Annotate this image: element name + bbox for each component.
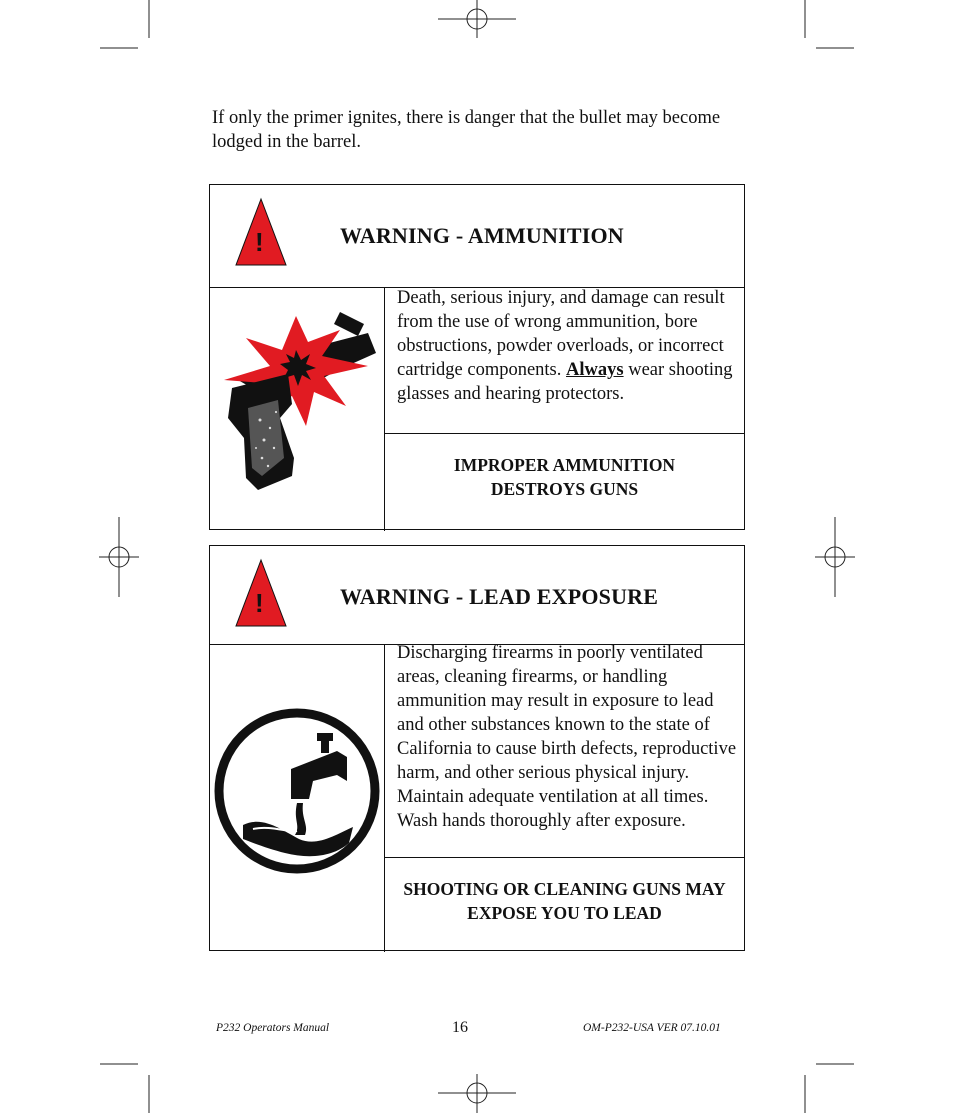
- warning-description-text-end: wear shooting glasses and hearing protectors.: [397, 360, 733, 404]
- footer-version: OM-P232-USA VER 07.10.01: [583, 1022, 721, 1034]
- intro-paragraph: If only the primer ignites, there is danger that the bullet may become lodged in the barrel.: [212, 108, 721, 152]
- warning-header: [210, 185, 744, 288]
- warning-description-text: Death, serious injury, and damage can result from the use of wrong ammunition, bore obstructions, powder overloads, or incorrect cartridge components.: [397, 288, 725, 380]
- warning-box-lead-exposure: [209, 545, 745, 951]
- wash-hands-icon: [213, 707, 381, 875]
- warning-description: Discharging firearms in poorly ventilated areas, cleaning firearms, or handling ammunition may result in exposure to lead and other substances known to the state of California to cause birth defects, reproductive harm, and other serious physical injury. Maintain adequate ventilation at all times. Wash hands thoroughly after exposure.: [397, 643, 737, 831]
- warning-box-ammunition: [209, 184, 745, 530]
- warning-description: [397, 286, 740, 406]
- warning-header: [210, 546, 744, 645]
- warning-caption: SHOOTING OR CLEANING GUNS MAY EXPOSE YOU TO LEAD: [403, 879, 726, 923]
- divider: [385, 433, 744, 434]
- warning-exclamation: !: [255, 588, 264, 618]
- footer-manual-name: P232 Operators Manual: [216, 1022, 330, 1034]
- warning-title: WARNING - AMMUNITION: [340, 223, 624, 248]
- exploding-pistol-icon: [218, 308, 378, 493]
- warning-emphasis: Always: [566, 360, 624, 380]
- footer-page-number: 16: [452, 1019, 468, 1036]
- warning-caption: IMPROPER AMMUNITION DESTROYS GUNS: [453, 455, 676, 499]
- warning-exclamation: !: [255, 227, 264, 257]
- warning-image-cell: [210, 288, 385, 531]
- warning-title: WARNING - LEAD EXPOSURE: [340, 584, 659, 609]
- divider: [385, 857, 744, 858]
- warning-image-cell: [210, 645, 385, 952]
